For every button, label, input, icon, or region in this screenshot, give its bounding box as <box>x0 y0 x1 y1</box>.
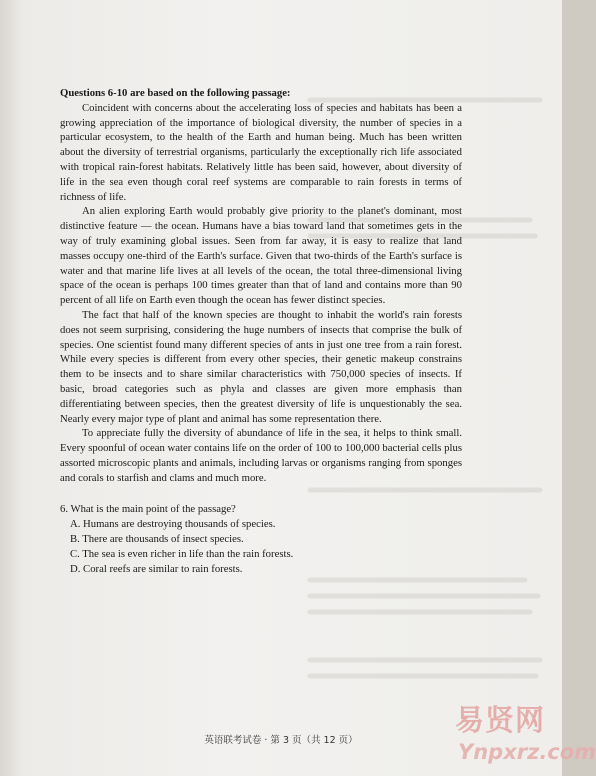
passage-paragraph-3: The fact that half of the known species are thought to inhabit the world's rain forests does not seem surprising, considering the huge numbers of insects that comprise the bulk of species. One scientist found many different species of ants in just one tree from a rain forest. While every species is different from every other species, their genetic makeup constrains them to be insects and to share similar characteristics with 750,000 species of insects. If basic, broad categories such as phyla and classes are given more emphasis than differentiating between species, then the greatest diversity of life is unquestionably the sea. Nearly every major type of plant and animal has some representation there. <box>60 308 462 425</box>
option-b[interactable]: B. There are thousands of insect species. <box>70 533 244 546</box>
option-a[interactable]: A. Humans are destroying thousands of species. <box>70 518 276 531</box>
watermark-url: Ynpxrz.com <box>458 740 596 764</box>
question-stem: 6. What is the main point of the passage? <box>60 502 236 515</box>
passage-section <box>60 86 462 577</box>
answer-options <box>60 517 462 576</box>
passage-paragraph-1: Coincident with concerns about the accelerating loss of species and habitats has been a growing appreciation of the importance of biological diversity, the number of species in a particular ecosystem, to the health of the Earth and human being. Much has been written about the diversity of terrestrial organisms, particularly the exceptionally rich life associated with tropical rain-forest habitats. Relatively little has been said, however, about diversity of life in the sea even though coral reef systems are comparable to rain forests in terms of richness of life. <box>60 101 462 203</box>
watermark-logo: 易贤网 <box>455 703 546 737</box>
option-c[interactable]: C. The sea is even richer in life than the rain forests. <box>70 547 294 560</box>
passage-paragraph-2: An alien exploring Earth would probably give priority to the planet's dominant, most distinctive feature — the ocean. Humans have a bias toward land that sometimes gets in the way of truly examining global issues. Seen from far away, it is easy to realize that land masses occupy one-third of the Earth's surface. Given that two-thirds of the Earth's surface is water and that marine life lives at all levels of the ocean, the total three-dimensional living space of the ocean is perhaps 100 times greater than that of land and contains more than 90 percent of all life on Earth even though the ocean has fewer distinct species. <box>60 205 462 307</box>
option-d[interactable]: D. Coral reefs are similar to rain forests. <box>70 562 243 575</box>
page-footer: 英语联考试卷 · 第 3 页（共 12 页） <box>204 735 358 746</box>
passage-heading: Questions 6-10 are based on the following passage: <box>60 87 291 99</box>
passage-paragraph-4: To appreciate fully the diversity of abundance of life in the sea, it helps to think small. Every spoonful of ocean water contains life on the order of 100 to 100,000 bacterial cells plus assorted microscopic plants and animals, including larvas or organisms ranging from sponges and corals to starfish and clams and much more. <box>60 427 462 484</box>
